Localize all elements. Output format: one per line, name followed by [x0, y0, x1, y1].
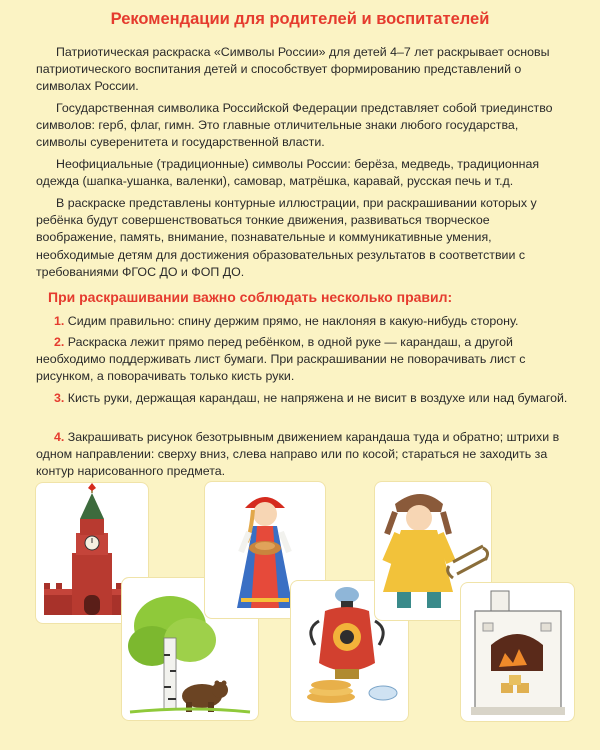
rule-2 — [36, 334, 570, 386]
russian-stove-card — [461, 583, 574, 721]
rule-text: Закрашивать рисунок безотрывным движением карандаша туда и обратно; штрихи в одном направлении: сверху вниз, слева направо или по косой; стараться не заходить за контур нарисованного предмета. — [36, 430, 560, 479]
page-title: Рекомендации для родителей и воспитателей — [110, 10, 490, 28]
rule-number: 1. — [54, 314, 65, 328]
symbols-paragraph: Государственная символика Российской Федерации представляет собой триединство символов: герб, флаг, гимн. Это главные отличительные знаки любого государства, символы суверенитета и государственной власти. — [36, 101, 553, 150]
traditional-paragraph: Неофициальные (традиционные) символы России: берёза, медведь, традиционная одежда (шапка-ушанка, валенки), самовар, матрёшка, каравай, русская печь и т.д. — [36, 157, 540, 189]
intro-paragraph: Патриотическая раскраска «Символы России» для детей 4–7 лет раскрывает основы патриотического воспитания детей и способствует формированию представлений о символах России. — [36, 45, 550, 94]
rule-text: Раскраска лежит прямо перед ребёнком, в одной руке — карандаш, а другой необходимо поддерживать лист бумаги. При раскрашивании не поворачивать лист с рисунком, а поворачивать только кисть руки. — [36, 335, 526, 384]
rule-number: 3. — [54, 391, 65, 405]
rule-number: 2. — [54, 335, 65, 349]
rule-4 — [36, 429, 570, 481]
rule-1 — [36, 313, 570, 330]
rules-heading: При раскрашивании важно соблюдать несколько правил: — [48, 289, 453, 305]
rule-3 — [36, 390, 570, 407]
rule-number: 4. — [54, 430, 65, 444]
rule-text: Кисть руки, держащая карандаш, не напряжена и не висит в воздухе или над бумагой. — [67, 391, 568, 405]
coloring-paragraph: В раскраске представлены контурные иллюстрации, при раскрашивании которых у ребёнка будут совершенствоваться тонкие движения, развиваться творческое воображение, память, внимание, познавательные и коммуникативные умения, необходимые детям для достижения образовательных результатов в соответствии с требованиями ФГОС ДО и ФОП ДО. — [36, 196, 537, 279]
russian-stove-illustration — [461, 583, 574, 721]
rule-text: Сидим правильно: спину держим прямо, не наклоняя в какую-нибудь сторону. — [67, 314, 519, 328]
